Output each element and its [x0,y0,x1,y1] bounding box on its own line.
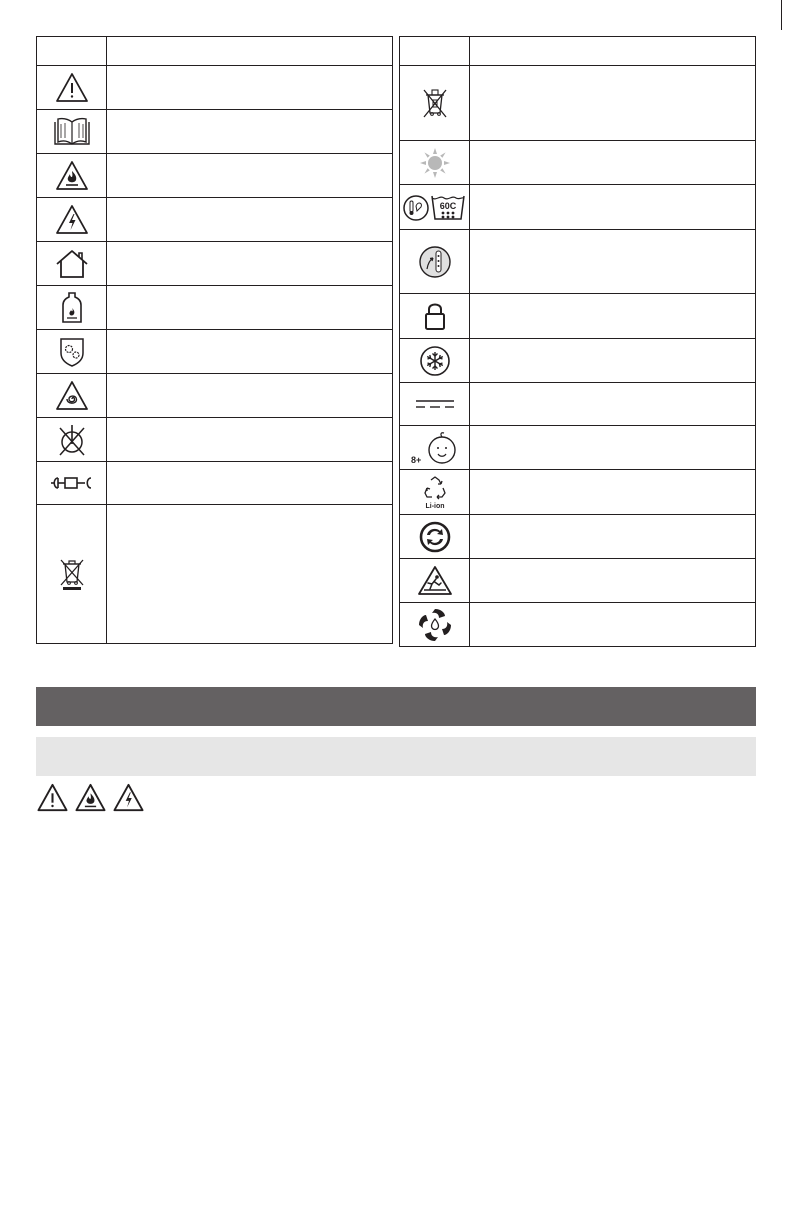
wash-60c-icon [402,191,468,223]
row-description [107,110,393,154]
row-description [470,383,756,426]
slippery-surface-warning-icon [417,565,453,597]
section-header [36,687,756,726]
row-description [107,286,393,330]
table-row [37,242,393,286]
section-subheader [36,737,756,776]
table-row [37,505,393,644]
recycle-chemistry-label: Li-ion [424,503,445,510]
row-description [107,198,393,242]
age-label: 8+ [410,454,421,465]
row-description [107,505,393,644]
li-ion-recycle-icon [415,474,455,510]
table-row [37,110,393,154]
frost-protection-icon [419,345,451,377]
row-description [107,242,393,286]
table-row [37,330,393,374]
table-row [400,383,756,426]
table-row [400,141,756,185]
row-description [107,462,393,505]
table-row [400,470,756,515]
row-description [107,418,393,462]
read-manual-icon [52,116,92,148]
table-row [37,462,393,505]
temperature-control-icon [418,245,452,279]
table-row [400,559,756,603]
table-row [400,230,756,294]
row-description [107,330,393,374]
general-warning-icon [55,72,89,104]
table-row [37,66,393,110]
fan-icon [417,607,453,643]
direct-current-icon [415,397,455,411]
row-description [470,185,756,230]
row-description [470,470,756,515]
fire-hazard-icon [55,160,89,192]
flammable-liquid-bottle-icon [60,291,84,325]
recycling-circle-icon [419,521,451,553]
table-row [400,185,756,230]
table-header-row [37,37,393,66]
wash-temperature-label: 60C [439,201,456,211]
symbol-table-left [36,36,393,644]
table-row [400,426,756,470]
table-row [400,294,756,339]
light-sun-icon [419,147,451,179]
row-description [470,141,756,185]
weee-crossed-bin-icon [58,557,86,591]
row-description [470,339,756,383]
battery-crossed-bin-icon [421,86,449,120]
table-row [400,66,756,141]
row-description [470,230,756,294]
row-description [470,515,756,559]
symbol-column-header [400,37,470,66]
do-not-cover-icon [56,423,88,457]
table-row [37,286,393,330]
warning-icons [36,783,145,813]
general-warning-icon [36,783,69,813]
table-row [37,198,393,242]
row-description [470,294,756,339]
table-row [37,374,393,418]
table-row [400,603,756,647]
entanglement-hazard-icon [55,380,89,412]
trim-mark [781,0,782,30]
indoor-use-icon [54,248,90,280]
description-column-header [470,37,756,66]
age-8-plus-icon [410,430,460,466]
table-row [400,339,756,383]
table-header-row [400,37,756,66]
electrical-hazard-icon [55,204,89,236]
overheat-protection-shield-icon [57,336,87,368]
row-description [470,559,756,603]
table-row [37,418,393,462]
symbol-column-header [37,37,107,66]
description-column-header [107,37,393,66]
symbol-table-right [399,36,756,647]
row-description [107,66,393,110]
row-description [470,603,756,647]
row-description [107,154,393,198]
row-description [107,374,393,418]
electrical-hazard-icon [112,783,145,813]
table-row [37,154,393,198]
lock-icon [423,300,447,332]
safety-isolating-transformer-icon [50,473,94,493]
row-description [470,66,756,141]
row-description [470,426,756,470]
table-row [400,515,756,559]
fire-hazard-icon [74,783,107,813]
